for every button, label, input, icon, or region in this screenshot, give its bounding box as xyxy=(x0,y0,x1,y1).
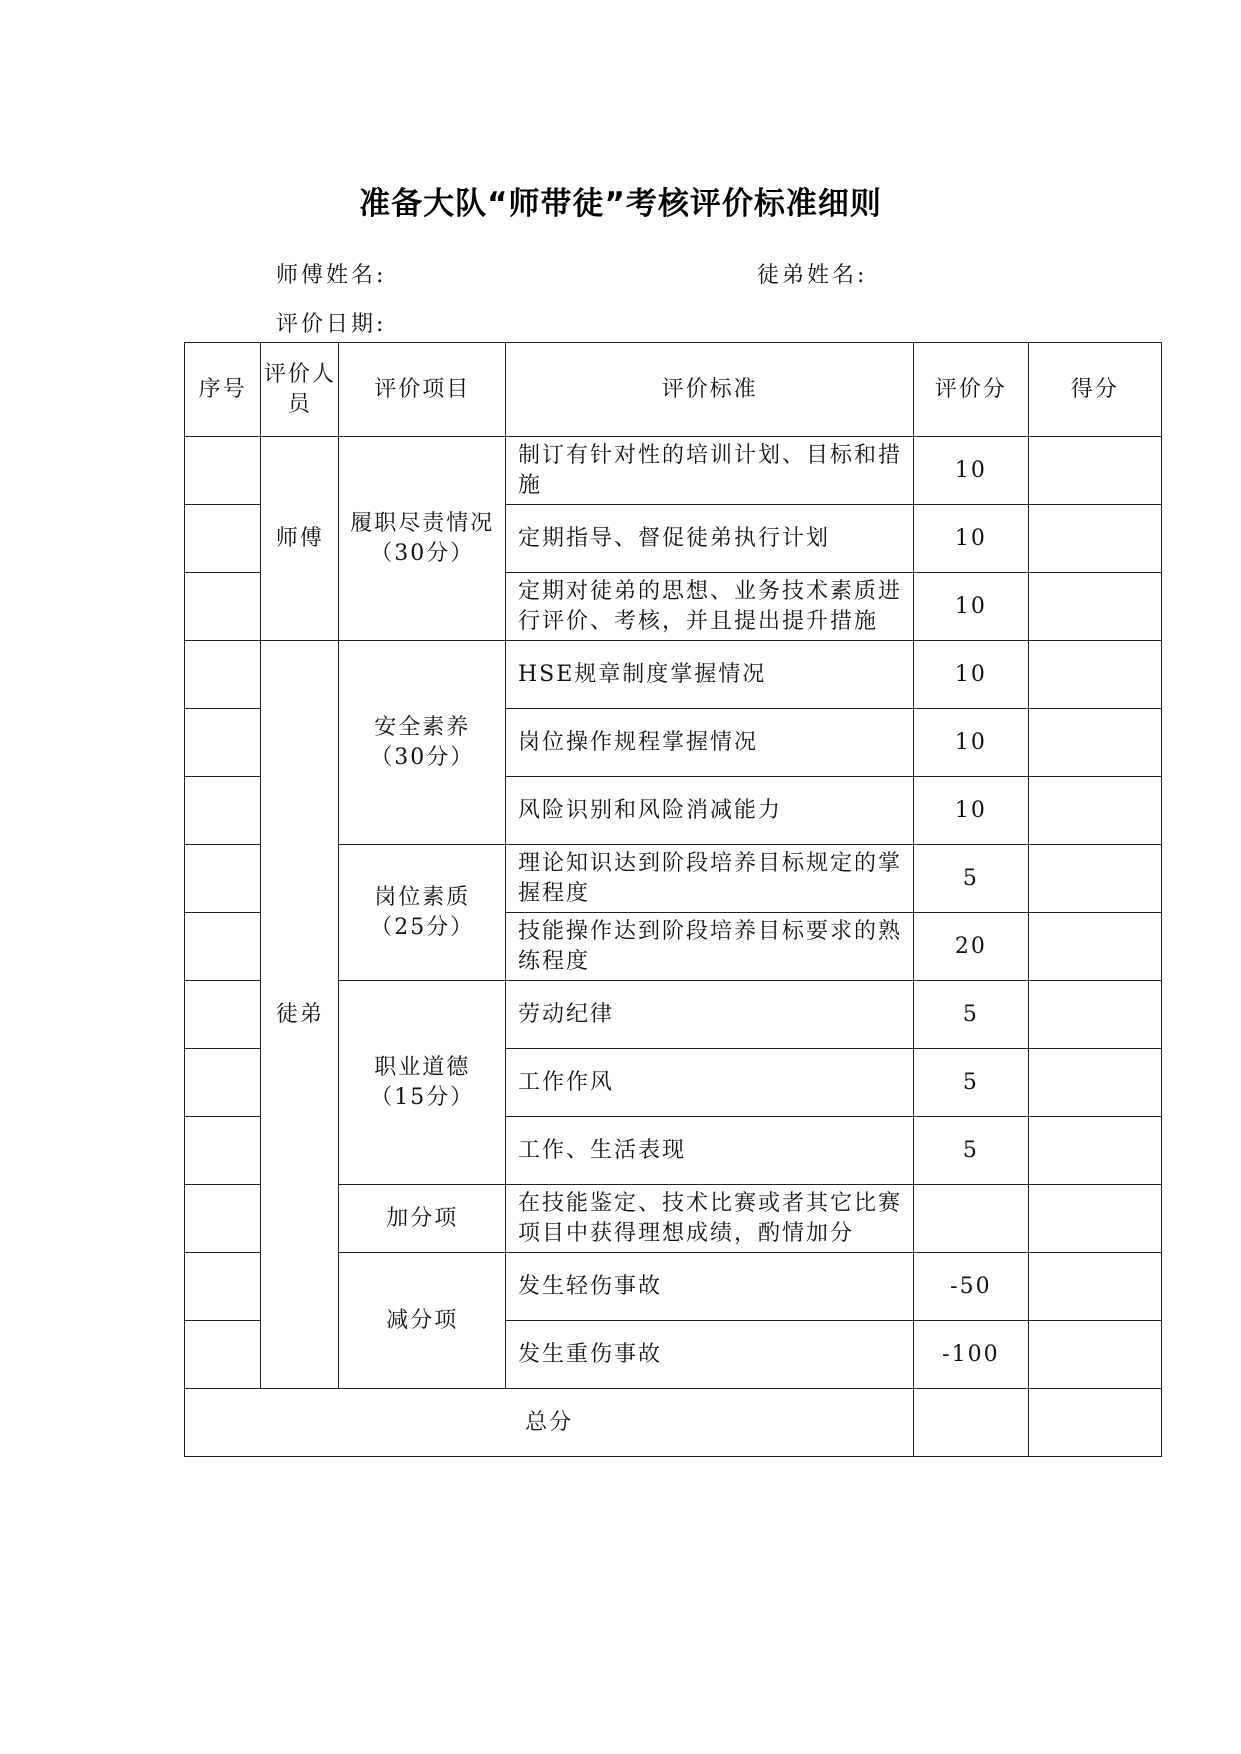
standard-cell: 技能操作达到阶段培养目标要求的熟练程度 xyxy=(505,913,913,981)
score-cell xyxy=(1028,981,1161,1049)
score-cell xyxy=(1028,777,1161,845)
total-score-cell xyxy=(1028,1389,1161,1457)
score-cell xyxy=(1028,913,1161,981)
header-score: 得分 xyxy=(1028,343,1161,437)
item-bonus: 加分项 xyxy=(339,1185,506,1253)
score-cell xyxy=(1028,1185,1161,1253)
item-ethics: 职业道德（15分） xyxy=(339,981,506,1185)
teacher-name-label: 师傅姓名: xyxy=(276,263,387,288)
standard-cell: 定期对徒弟的思想、业务技术素质进行评价、考核，并且提出提升措施 xyxy=(505,573,913,641)
score-cell xyxy=(1028,573,1161,641)
standard-cell: 风险识别和风险消减能力 xyxy=(505,777,913,845)
score-cell xyxy=(1028,641,1161,709)
total-row xyxy=(185,1389,1162,1457)
standard-cell: 工作、生活表现 xyxy=(505,1117,913,1185)
header-item: 评价项目 xyxy=(339,343,506,437)
points-cell: 10 xyxy=(914,641,1028,709)
total-points-cell xyxy=(914,1389,1028,1457)
points-cell xyxy=(914,1185,1028,1253)
points-cell: 5 xyxy=(914,1049,1028,1117)
header-evaluator: 评价人员 xyxy=(261,343,339,437)
standard-cell: 理论知识达到阶段培养目标规定的掌握程度 xyxy=(505,845,913,913)
evaluator-teacher: 师傅 xyxy=(261,437,339,641)
seq-cell xyxy=(185,1185,261,1253)
student-name-label: 徒弟姓名: xyxy=(757,263,868,288)
standard-cell: 工作作风 xyxy=(505,1049,913,1117)
item-safety: 安全素养（30分） xyxy=(339,641,506,845)
table-header-row xyxy=(185,343,1162,437)
points-cell: -100 xyxy=(914,1321,1028,1389)
seq-cell xyxy=(185,981,261,1049)
standard-cell: 岗位操作规程掌握情况 xyxy=(505,709,913,777)
document-title: 准备大队“师带徒”考核评价标准细则 xyxy=(359,186,882,222)
evaluator-student: 徒弟 xyxy=(261,641,339,1389)
total-label: 总分 xyxy=(185,1389,914,1457)
score-cell xyxy=(1028,709,1161,777)
score-cell xyxy=(1028,1253,1161,1321)
item-duty: 履职尽责情况（30分） xyxy=(339,437,506,641)
seq-cell xyxy=(185,1049,261,1117)
points-cell: 20 xyxy=(914,913,1028,981)
seq-cell xyxy=(185,573,261,641)
points-cell: 5 xyxy=(914,1117,1028,1185)
header-seq: 序号 xyxy=(185,343,261,437)
points-cell: 5 xyxy=(914,845,1028,913)
evaluation-table xyxy=(184,342,1162,1457)
standard-cell: 在技能鉴定、技术比赛或者其它比赛项目中获得理想成绩，酌情加分 xyxy=(505,1185,913,1253)
seq-cell xyxy=(185,709,261,777)
score-cell xyxy=(1028,437,1161,505)
seq-cell xyxy=(185,1117,261,1185)
points-cell: 10 xyxy=(914,709,1028,777)
score-cell xyxy=(1028,1321,1161,1389)
points-cell: 10 xyxy=(914,505,1028,573)
item-penalty: 减分项 xyxy=(339,1253,506,1389)
points-cell: -50 xyxy=(914,1253,1028,1321)
seq-cell xyxy=(185,437,261,505)
table-row xyxy=(185,641,1162,709)
item-post-quality: 岗位素质（25分） xyxy=(339,845,506,981)
seq-cell xyxy=(185,641,261,709)
seq-cell xyxy=(185,845,261,913)
standard-cell: 劳动纪律 xyxy=(505,981,913,1049)
seq-cell xyxy=(185,913,261,981)
seq-cell xyxy=(185,777,261,845)
header-points: 评价分 xyxy=(914,343,1028,437)
score-cell xyxy=(1028,1117,1161,1185)
points-cell: 10 xyxy=(914,573,1028,641)
score-cell xyxy=(1028,1049,1161,1117)
points-cell: 10 xyxy=(914,437,1028,505)
seq-cell xyxy=(185,1253,261,1321)
table-row xyxy=(185,437,1162,505)
points-cell: 5 xyxy=(914,981,1028,1049)
points-cell: 10 xyxy=(914,777,1028,845)
score-cell xyxy=(1028,505,1161,573)
seq-cell xyxy=(185,505,261,573)
seq-cell xyxy=(185,1321,261,1389)
score-cell xyxy=(1028,845,1161,913)
standard-cell: 定期指导、督促徒弟执行计划 xyxy=(505,505,913,573)
standard-cell: 发生轻伤事故 xyxy=(505,1253,913,1321)
standard-cell: 制订有针对性的培训计划、目标和措施 xyxy=(505,437,913,505)
evaluation-date-label: 评价日期: xyxy=(276,312,387,337)
standard-cell: 发生重伤事故 xyxy=(505,1321,913,1389)
standard-cell: HSE规章制度掌握情况 xyxy=(505,641,913,709)
header-standard: 评价标准 xyxy=(505,343,913,437)
